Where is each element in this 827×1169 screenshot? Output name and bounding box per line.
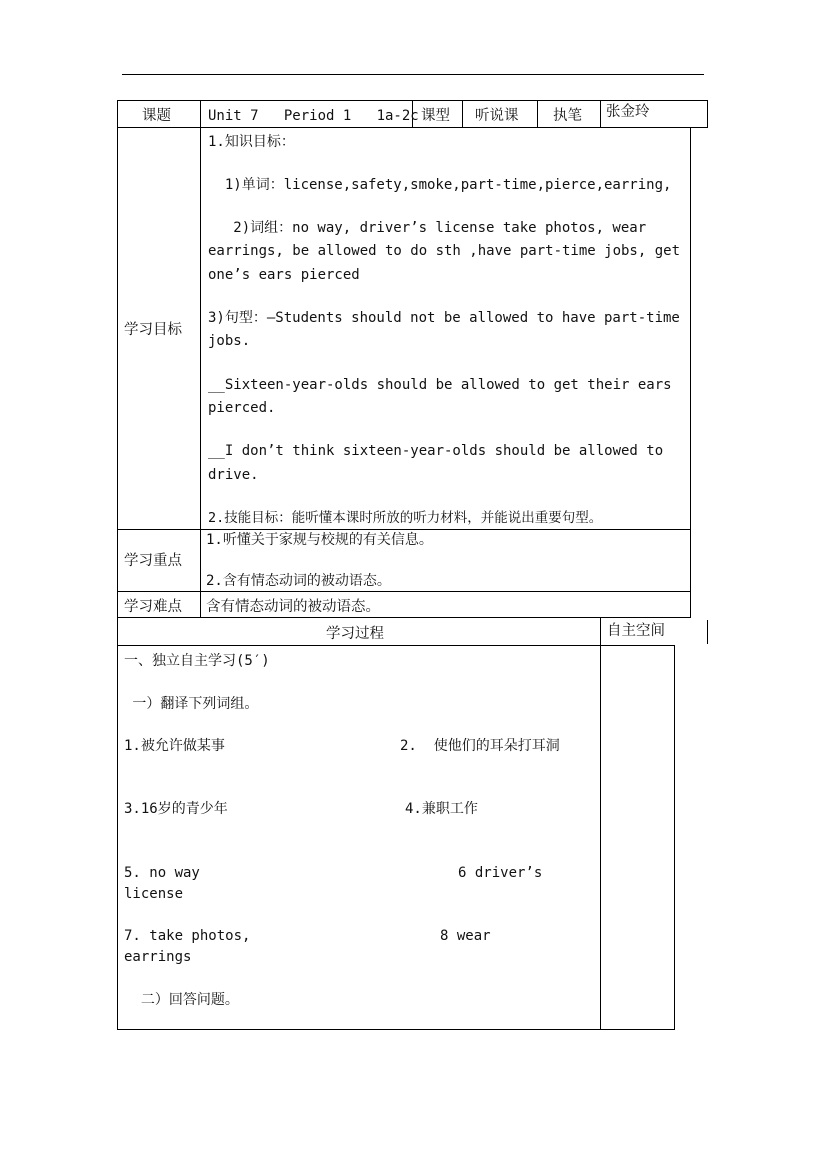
phrase-item: 8 wear bbox=[440, 928, 491, 944]
difficulties-text: 含有情态动词的被动语态。 bbox=[206, 599, 380, 615]
objective-line: earrings, be allowed to do sth ,have part-time jobs, get bbox=[208, 243, 681, 259]
key-point-line: 2.含有情态动词的被动语态。 bbox=[206, 573, 391, 589]
phrase-item: earrings bbox=[124, 949, 192, 965]
difficulties-label: 学习难点 bbox=[124, 599, 182, 615]
objective-line: pierced. bbox=[208, 400, 276, 416]
objective-line: one’s ears pierced bbox=[208, 267, 360, 283]
phrase-item: 7. take photos, bbox=[124, 928, 251, 944]
phrase-item: 4.兼职工作 bbox=[405, 801, 478, 817]
objective-line: jobs. bbox=[208, 333, 251, 349]
process-label: 学习过程 bbox=[326, 626, 384, 642]
section-heading: 一、独立自主学习(5′) bbox=[124, 653, 270, 669]
side-space-label: 自主空间 bbox=[607, 623, 665, 639]
sub-heading: 一）翻译下列词组。 bbox=[124, 696, 259, 712]
phrase-item: 1.被允许做某事 bbox=[124, 738, 225, 754]
header-rule bbox=[122, 74, 704, 75]
key-point-line: 1.听懂关于家规与校规的有关信息。 bbox=[206, 532, 433, 548]
phrase-item: 5. no way bbox=[124, 865, 200, 881]
phrase-item: 6 driver’s bbox=[458, 865, 543, 881]
writer-value: 张金玲 bbox=[606, 104, 650, 120]
writer-label: 执笔 bbox=[553, 108, 582, 124]
objective-line: 3)句型：—Students should not be allowed to have part-time bbox=[208, 310, 680, 326]
type-label: 课型 bbox=[421, 108, 450, 124]
objectives-label: 学习目标 bbox=[124, 322, 182, 338]
objective-line: 2)词组：no way, driver’s license take photos, wear bbox=[208, 220, 647, 236]
objective-line: 1.知识目标： bbox=[208, 134, 295, 150]
objective-line: 2.技能目标：能听懂本课时所放的听力材料，并能说出重要句型。 bbox=[208, 510, 603, 526]
phrase-item: 3.16岁的青少年 bbox=[124, 801, 228, 817]
sub-heading: 二）回答问题。 bbox=[124, 992, 239, 1008]
topic-label: 课题 bbox=[142, 108, 171, 124]
objective-line: 1)单词：license,safety,smoke,part-time,pierce,earring, bbox=[208, 177, 672, 193]
type-value: 听说课 bbox=[475, 108, 519, 124]
objective-line: __Sixteen-year-olds should be allowed to get their ears bbox=[208, 377, 672, 393]
phrase-item: 2. 使他们的耳朵打耳洞 bbox=[400, 738, 560, 754]
phrase-item: license bbox=[124, 886, 184, 902]
topic-value: Unit 7 Period 1 1a-2c bbox=[208, 108, 419, 124]
objective-line: __I don’t think sixteen-year-olds should be allowed to bbox=[208, 443, 664, 459]
objective-line: drive. bbox=[208, 467, 259, 483]
key-points-label: 学习重点 bbox=[124, 553, 182, 569]
